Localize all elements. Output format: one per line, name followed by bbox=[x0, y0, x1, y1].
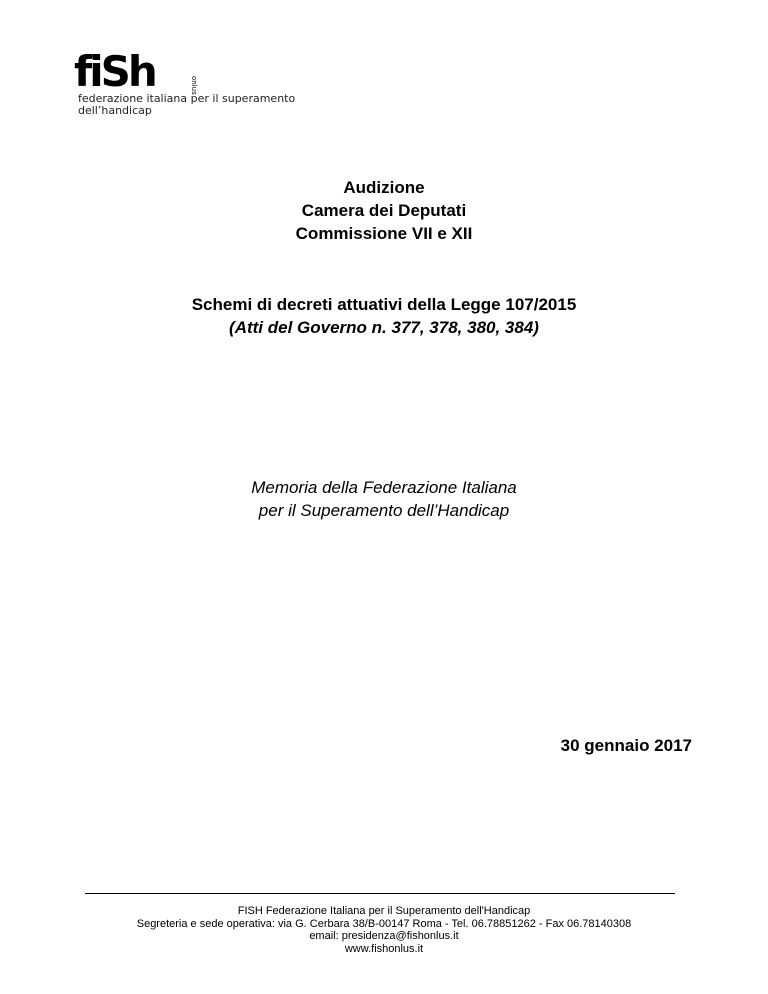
footer-address: Segreteria e sede operativa: via G. Cerbara 38/B-00147 Roma - Tel. 06.78851262 - Fax 06.78140308 bbox=[136, 917, 632, 930]
svg-text:onlus: onlus bbox=[190, 76, 198, 95]
fish-logo-mark bbox=[72, 46, 202, 96]
logo-tagline-line2: dell’handicap bbox=[78, 104, 152, 117]
logo-tagline bbox=[78, 93, 298, 117]
document-date: 30 gennaio 2017 bbox=[560, 736, 692, 755]
hearing-chamber: Camera dei Deputati bbox=[301, 201, 467, 220]
footer-website: www.fishonlus.it bbox=[344, 942, 424, 955]
hearing-heading bbox=[0, 176, 768, 245]
hearing-title: Audizione bbox=[343, 178, 425, 197]
hearing-commission: Commissione VII e XII bbox=[295, 224, 473, 243]
logo-tagline-line1: federazione italiana per il superamento bbox=[78, 92, 296, 105]
svg-text:fiSh: fiSh bbox=[74, 47, 155, 96]
memoria-heading bbox=[0, 476, 768, 522]
footer-divider bbox=[85, 893, 675, 894]
memoria-line2: per il Superamento dell’Handicap bbox=[258, 501, 510, 520]
schemes-heading bbox=[0, 293, 768, 339]
fish-logo bbox=[72, 46, 296, 121]
footer-email: email: presidenza@fishonlus.it bbox=[309, 930, 459, 942]
footer bbox=[0, 905, 768, 955]
footer-org: FISH Federazione Italiana per il Superamento dell'Handicap bbox=[237, 905, 531, 917]
memoria-line1: Memoria della Federazione Italiana bbox=[251, 478, 517, 497]
schemes-title: Schemi di decreti attuativi della Legge 107/2015 bbox=[191, 295, 577, 314]
schemes-acts: (Atti del Governo n. 377, 378, 380, 384) bbox=[229, 318, 539, 337]
